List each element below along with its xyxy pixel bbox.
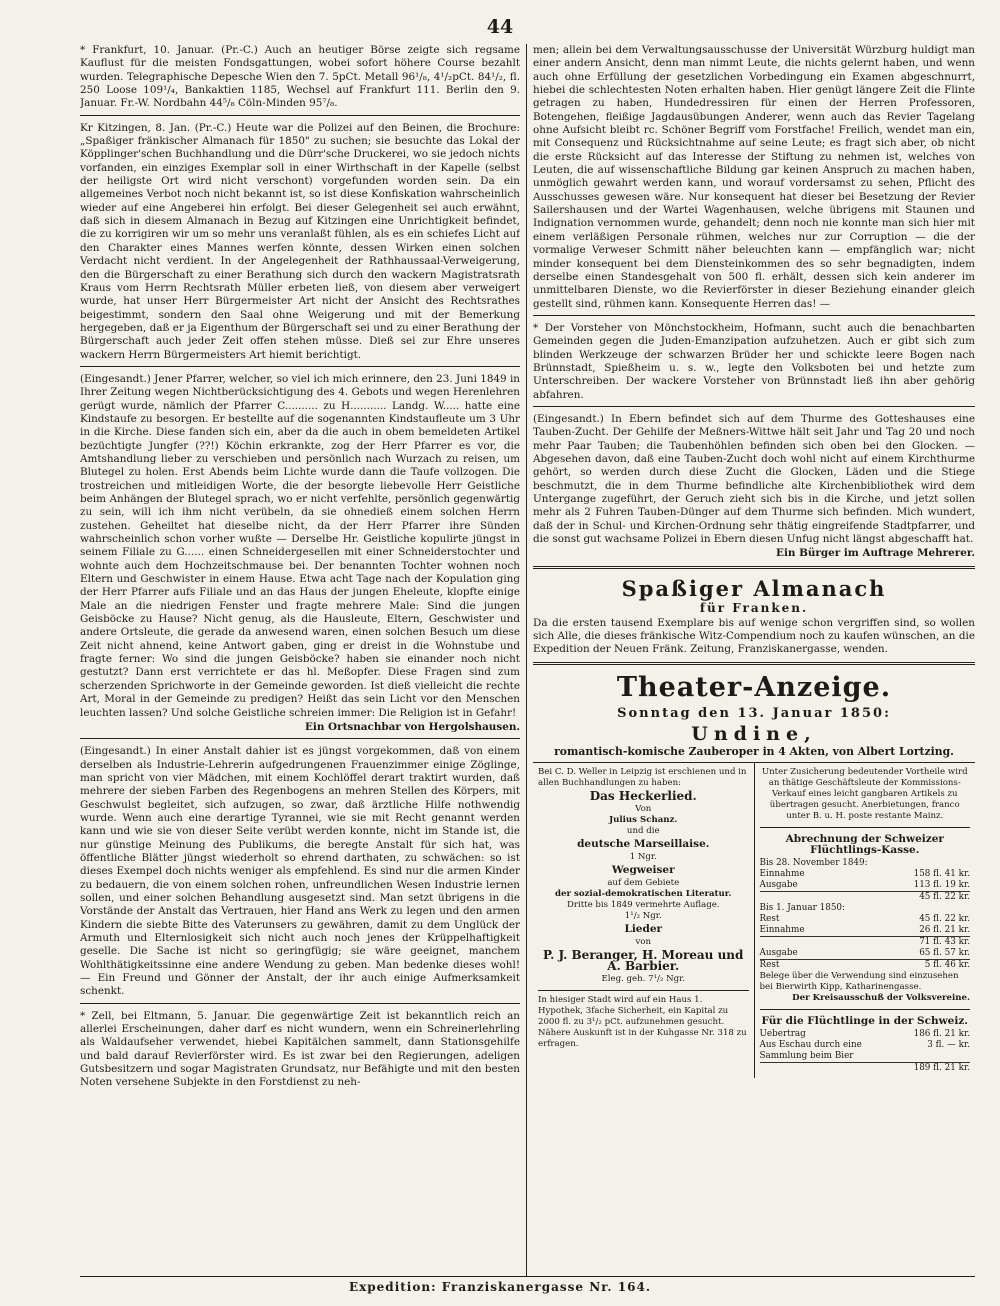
left-column (80, 44, 520, 1276)
article-signature: Ein Bürger im Auftrage Mehrerer. (776, 547, 975, 560)
article-ebern (533, 413, 975, 561)
book2-edition: Dritte bis 1849 vermehrte Auflage. (566, 899, 720, 910)
article-divider (533, 315, 975, 316)
article-moenchstockheim (533, 322, 975, 402)
ledger-label: Einnahme (759, 868, 805, 879)
right-ads-cell (754, 763, 976, 1078)
almanach-advertisement (533, 576, 975, 657)
refugee-label: Uebertrag (759, 1028, 806, 1039)
article-text: (Eingesandt.) In einer Anstalt dahier ist es jüngst vorgekommen, daß von einem derselben als Industrie-Lehrerin aufgedrungenen Frauenzimmer einige Zöglinge, man spricht von vier Mädchen, mit einem Kochlöffel derart traktirt wurden, daß mehrere der sieben Farben des Regenbogens an mehren Stellen des Körpers, mit Geschwulst begleitet, sich aufzugen, so zwar, daß ärztliche Hilfe nothwendig wurde. Wenn auch eine derartige Tyrannei, wie sie mit Recht genannt werden kann und wie sie von dieser Seite verübt werden konnte, nicht im Stande ist, die nur günstige Meinung des Publikums, die beregte Anstalt für sich hat, was öffentliche Blätter jüngst wiederholt so ehrend darthaten, zu schwächen: so ist dieses Exempel doch nichts weniger als empfehlend. Es sind nur die armen Kinder zu bedauern, die von einem solchen rohen, unfreundlichen Wesen Industrie lernen sollen, und einer solchen Behandlung ausgesetzt sind. Man setzt übrigens in die Vorstände der Anstalt das Vertrauen, hier Hand ans Werk zu legen und den armen Kindern die siebte Bitte des Vaterunsers zu gewähren, damit zu dem Unglück der Armuth und Elternlosigkeit sich nicht auch noch jenes der Krüppelhaftigkeit geselle. Die Sache ist nicht so geringfügig; sie wäre geeignet, manchem Wohlthätigkeitssinne eine andere Wendung zu geben. Man bedenke dieses wohl! — Ein Freund und Gönner der Anstalt, der ihr auch einige Aufmerksamkeit schenkt. (80, 745, 520, 998)
article-signature: Ein Ortsnachbar von Hergolshausen. (305, 720, 520, 733)
ledger-row (760, 914, 971, 925)
article-text: * Der Vorsteher von Mönchstockheim, Hofmann, sucht auch die benachbarten Gemeinden gegen die Juden-Emanzipation aufzuhetzen. Auch er gibt sich zum blinden Werkzeuge der schwarzen Brüder her und schickte leere Bogen nach Brünnstadt, Spießheim u. s. w., legte den Volksboten bei und hetzte zum Unterschreiben. Der wackere Vorsteher von Brünnstadt ließ ihn aber gehörig abfahren. (533, 321, 975, 401)
book2-price: 1¹/₂ Ngr. (624, 910, 662, 921)
article-divider (80, 738, 520, 739)
ledger-label: Ausgabe (759, 947, 798, 958)
ledger-period: Bis 28. November 1849: (759, 857, 868, 868)
book2-title: Wegweiser (611, 863, 675, 876)
book-advertisement (533, 763, 754, 1078)
refugee-table (760, 1029, 971, 1074)
article-text: (Eingesandt.) In Ebern befindet sich auf dem Thurme des Gotteshauses eine Tauben-Zucht. Der Gehilfe der Meßners-Wittwe hält seit Jahr und Tag 20 und noch mehr Paar Tauben; die Taubenhöhlen befinden sich oben bei den Glocken. — Abgesehen davon, daß eine Tauben-Zucht doch wohl nicht auf einem Kirchthurme gehört, so werden durch diese Zucht die Glocken, Läden und die Stiege beschmutzt, die in dem Thurme befindliche alte Kirchenbibliothek wird dem Untergange zugeführt, der Geruch zieht sich bis in die Kirche, und jetzt sollen mehr als 2 Fuhren Tauben-Dünger auf dem Thurme sich befinden. Mich wundert, daß der in Schul- und Kirchen-Ordnung sehr thätig eingreifende Stadtpfarrer, und die sonst gut wachsame Polizei in Ebern diesen Unfug nicht längst abgeschafft hat. (533, 412, 975, 546)
article-zell-continued (533, 44, 975, 311)
book2-sub: auf dem Gebiete (607, 877, 680, 888)
theater-date: Sonntag den 13. Januar 1850: (617, 705, 891, 721)
ledger-amount: 158 fl. 41 kr. (913, 868, 970, 879)
refugee-row (760, 1062, 971, 1074)
footer-expedition: Expedition: Franziskanergasse Nr. 164. (348, 1280, 651, 1294)
book1-extra: deutsche Marseillaise. (577, 837, 710, 850)
ledger-title: Abrechnung der Schweizer Flüchtlings-Kasse. (785, 832, 944, 856)
ledger-amount: 45 fl. 22 kr. (919, 913, 970, 924)
ledger-signature: Der Kreisausschuß der Volksvereine. (792, 992, 970, 1003)
book1-by: Von (635, 803, 652, 814)
article-pfarrer (80, 373, 520, 734)
almanach-text: Da die ersten tausend Exemplare bis auf wenige schon vergriffen sind, so wollen sich Alle, die dieses fränkische Witz-Compendium noch zu kaufen wünschen, an die Expedition der Neuen Fränk. Zeitung, Franziskanergasse, wenden. (533, 616, 975, 656)
almanach-title: Spaßiger Almanach (621, 575, 887, 601)
ledger-label (760, 937, 913, 948)
article-frankfurt (80, 44, 520, 111)
ledger-row (760, 959, 971, 971)
book3-price: Eleg. geh. 7¹/₂ Ngr. (601, 973, 686, 984)
refugee-row (760, 1040, 971, 1062)
ledger-label (760, 892, 913, 903)
page-number: 44 (486, 16, 514, 38)
ledger-period: Bis 1. Januar 1850: (759, 902, 845, 913)
house-ad-text: In hiesiger Stadt wird auf ein Haus 1. Hypothek, 3fache Sicherheit, ein Kapital zu 2000 fl. zu 3¹/₂ pCt. aufzunehmen gesucht. Nähere Auskunft ist in der Kuhgasse Nr. 318 zu erfragen. (538, 994, 747, 1049)
article-text: * Zell, bei Eltmann, 5. Januar. Die gegenwärtige Zeit ist bekanntlich reich an allerlei Erscheinungen, daher darf es nicht wundern, wenn ein Schreinerlehrling als Waldaufseher verwendet, hiebei Kapitälchen sammelt, dann Stationsgehilfe und bald darauf Revierförster wird. Es ist zwar bei den Regierungen, adeligen Gutsbesitzern und sogar Magistraten Grundsatz, nur Befähigte und mit den besten Noten versehene Subjekte in den Forstdienst zu neh- (80, 1009, 520, 1089)
article-divider (80, 115, 520, 116)
refugee-title: Für die Flüchtlinge in der Schweiz. (761, 1014, 968, 1027)
right-column (533, 44, 975, 1276)
ledger-row (760, 891, 971, 903)
refugee-box (760, 1009, 971, 1074)
book3-title: Lieder (624, 922, 663, 935)
ledger-amount: 65 fl. 57 kr. (919, 947, 970, 958)
book2-topic: der sozial-demokratischen Literatur. (554, 888, 732, 899)
ledger-amount: 113 fl. 19 kr. (913, 879, 970, 890)
ledger-label: Einnahme (759, 924, 805, 935)
almanach-subtitle: für Franken. (699, 600, 809, 615)
refugee-total: 189 fl. 21 kr. (913, 1062, 970, 1073)
ledger-row (760, 880, 971, 891)
book1-price: 1 Ngr. (629, 851, 657, 862)
article-anstalt (80, 745, 520, 999)
ad-divider (533, 662, 975, 665)
book3-authors: P. J. Beranger, H. Moreau und A. Barbier. (543, 947, 744, 973)
ledger-amount: 45 fl. 22 kr. (919, 891, 970, 902)
book-ad-intro: Bei C. D. Weller in Leipzig ist erschienen und in allen Buchhandlungen zu haben: (538, 766, 747, 788)
theater-description: romantisch-komische Zauberoper in 4 Akten, von Albert Lortzing. (554, 744, 954, 758)
ledger-table (760, 858, 971, 971)
article-kitzingen (80, 122, 520, 362)
ledger-amount: 5 fl. 46 kr. (924, 959, 970, 970)
book1-and: und die (626, 825, 660, 836)
article-divider (80, 1003, 520, 1004)
ledger-label: Rest (759, 913, 780, 924)
refugee-label: Aus Eschau durch eine Sammlung beim Bier (759, 1039, 862, 1061)
ledger-label: Rest (759, 959, 780, 970)
ad-divider (533, 566, 975, 569)
footer-rule (80, 1276, 975, 1277)
theater-advertisement (533, 672, 975, 758)
book3-by: von (635, 936, 652, 947)
article-zell (80, 1010, 520, 1090)
refugee-amount: 3 fl. — kr. (927, 1039, 970, 1050)
ledger-amount: 71 fl. 43 kr. (919, 936, 970, 947)
refugee-row (760, 1029, 971, 1040)
ledger-row (760, 948, 971, 959)
article-text: (Eingesandt.) Jener Pfarrer, welcher, so viel ich mich erinnere, den 23. Juni 1849 in Ihrer Zeitung wegen Nichtberücksichtigung des 4. Gebots und wegen Herenlehren gerügt wurde, nämlich der Pfarrer C.......... zu H........... Landg. W..... hatte eine Kindstaufe zu besorgen. Er bestellte auf die sogenannten Kindstaufleute um 3 Uhr in die Kirche. Diese fanden sich ein, aber da die auch in obem bemeldeten Artikel bezüchtigte Jungfer (??!) Köchin erkrankte, zog der Herr Pfarrer es vor, die Amtshandlung lieber zu verschieben und persönlich nach Wurzach zu reisen, um Blutegel zu holen. Erst Abends beim Lichte wurde dann die Taufe vollzogen. Die trostreichen und mitleidigen Worte, die der besorgte liebevolle Herr Geistliche beim Anhängen der Blutegel sprach, wo er nicht verfehlte, persönlich gegenwärtig zu sein, will ich ihm nicht verübeln, da sie ohnedieß einem solchen Herrn zustehen. Geheiltet hat dieselbe nicht, da der Herr Pfarrer ihre Sünden wahrscheinlich schon vorher wußte — Derselbe Hr. Geistliche kopulirte jüngst in seinem Filiale zu G...... einen Schneidergesellen mit einer Schneiderstochter und wohnte auch dem Hochzeitschmause bei. Der benannten Tochter wohnen noch Eltern und Geschwister in einem Hause. Etwa acht Tage nach der Kopulation ging der Herr Pfarrer aufs Filiale und an das Haus der jungen Eheleute, klopfte einige Male an die niedrigen Fenster und fragte mehrere Male: Sind die jungen Geisböcke zu Hause? Nicht genug, als die Hausleute, Eltern, Geschwister und andere Ortsleute, die gerade da anwesend waren, einen solchen Besuch um diese Zeit nicht ahnend, keine Antwort gaben, ging er dreist in die Wohnstube und fragte ferner: Wo sind die jungen Geisböcke? haben sie einander noch nicht gestutzt? Dann erst verrichtete er das hl. Meßopfer. Diese Fragen sind zum scherzenden Sprichworte in der Gemeinde geworden. Ist dieß vielleicht die rechte Art, Moral in der Gemeinde zu predigen? Heißt das sein Licht vor den Menschen leuchten lassen? Und solche Geistliche schreien immer: Die Religion ist in Gefahr! (80, 372, 520, 719)
ledger-row (760, 925, 971, 936)
ledger-row (760, 936, 971, 948)
commission-notice: Unter Zusicherung bedeutender Vortheile wird an thätige Geschäftsleute der Kommissions-Verkauf eines leicht gangbaren Artikels zu übertragen gesucht. Anerbietungen, franco unter B. u. H. poste restante Mainz. (761, 766, 968, 821)
theater-title: Theater-Anzeige. (616, 671, 892, 703)
book1-author: Julius Schanz. (609, 814, 678, 825)
ledger-label: Ausgabe (759, 879, 798, 890)
theater-opera: Undine, (691, 722, 817, 745)
ledger-box (760, 827, 971, 1004)
ledger-amount: 26 fl. 21 kr. (919, 924, 970, 935)
ledger-row (760, 869, 971, 880)
advertisement-grid (533, 762, 975, 1078)
article-text: men; allein bei dem Verwaltungsausschusse der Universität Würzburg huldigt man einer andern Ansicht, denn man nimmt Leute, die nichts gelernt haben, und wenn auch ohne Erfüllung der gesetzlichen Vorbedingung ein Examen abgeschnurrt, hiebei die schlechtesten Noten erhalten haben. Hier genügt längere Zeit die Flinte getragen zu haben, Hundedressiren für einen der Herren Professoren, Botengehen, fleißige Jagdausübungen Anderer, wenn auch das Revier Tagelang ohne Aufsicht bleibt rc. Schöner Begriff vom Forstfache! Freilich, wendet man ein, mit Consequenz und Rücksichtnahme auf seine Leute; es fragt sich aber, ob nicht die erste Rücksicht auf das Interesse der Stiftung zu nehmen ist, welches von Leuten, die auf wissenschaftliche Bildung gar keinen Anspruch zu machen haben, unmöglich gewahrt werden kann, und worauf vordersamst zu sehen, Pflicht des Ausschusses gewesen wäre. Nur konsequent hat dieser bei Besetzung der Revier Sailershausen und der Wartei Wagenhausen, welche übrigens mit Staunen und Indignation vernommen wurde, gehandelt; denn noch nie konnte man sich hier mit einem verläßigen Personale rühmen, welches nur zur Corruption — die der vormalige Verweser Schmitt näher beleuchten kann — empfänglich war; nicht minder konsequent bei dem Diensteinkommen des so sehr begnadigten, indem derselbe einen Standesgehalt von 500 fl. erhält, dessen sich kein anderer im unmittelbaren Dienste, wo die Revierförster in dieser Beziehung einander gleich gestellt sind, rühmen kann. Konsequente Herren das! — (533, 44, 975, 310)
book1-title: Das Heckerlied. (589, 788, 697, 803)
article-text: * Frankfurt, 10. Januar. (Pr.-C.) Auch an heutiger Börse zeigte sich regsame Kauflust für die meisten Fondsgattungen, wobei sofort höhere Course bezahlt wurden. Telegraphische Depesche Wien den 7. 5pCt. Metall 96¹/₈, 4¹/₂pCt. 84¹/₂, fl. 250 Loose 109¹/₄, Bankaktien 1185, Wechsel auf Frankfurt 111. Berlin den 9. Januar. Fr.-W. Nordbahn 44⁵/₈ Cöln-Minden 95⁷/₈. (80, 44, 520, 110)
article-text: Kr Kitzingen, 8. Jan. (Pr.-C.) Heute war die Polizei auf den Beinen, die Brochure: „Spaßiger fränkischer Almanach für 1850" zu suchen; sie besuchte das Lokal der Köpplinger'schen Buchhandlung und die Dürr'sche Druckerei, wo sie jedoch nichts vorfanden, ein einziges Exemplar soll in einer Wirthschaft in der Kapelle (selbst der heiligste Ort wird nicht verschont) vorgefunden worden sein. Da ein allgemeines Verbot noch nicht bekannt ist, so ist diese Konfiskation wahrscheinlich wieder auf eine Angeberei hin erfolgt. Bei dieser Gelegenheit sei auch erwähnt, daß sich in diesem Almanach in Bezug auf Kitzingen eine Unrichtigkeit befindet, die zu korrigiren wir um so mehr uns veranlaßt fühlen, als es ein schiefes Licht auf den Charakter eines Mannes werfen könnte, dessen Wirken einen solchen Verdacht nicht verdient. In der Angelegenheit der Rathhaussaal-Verweigerung, den die Bürgerschaft zu einer Berathung sich durch den wackern Magistratsrath Kraus vom Herrn Rechtsrath Müller erbeten ließ, von diesem aber verweigert wurde, hat unser Herr Bürgermeister Art nicht der Ansicht des Rechtsrathes beigestimmt, sondern den Saal ohne Weigerung und mit der Bemerkung hergegeben, daß er ja Eigenthum der Bürgerschaft sei und zu einer Berathung der Bürgerschaft auch jeder Zeit offen stehen müsse. Dieß sei zur Ehre unseres wackern Herrn Bürgermeisters Art hiemit berichtigt. (80, 121, 520, 361)
refugee-amount: 186 fl. 21 kr. (913, 1028, 970, 1039)
refugee-label (760, 1063, 913, 1074)
article-divider (80, 366, 520, 367)
column-divider (526, 44, 527, 1276)
house-advertisement (538, 990, 749, 1050)
ledger-note: Belege über die Verwendung sind einzusehen bei Bierwirth Kipp, Katharinengasse. (759, 970, 959, 992)
article-divider (533, 406, 975, 407)
